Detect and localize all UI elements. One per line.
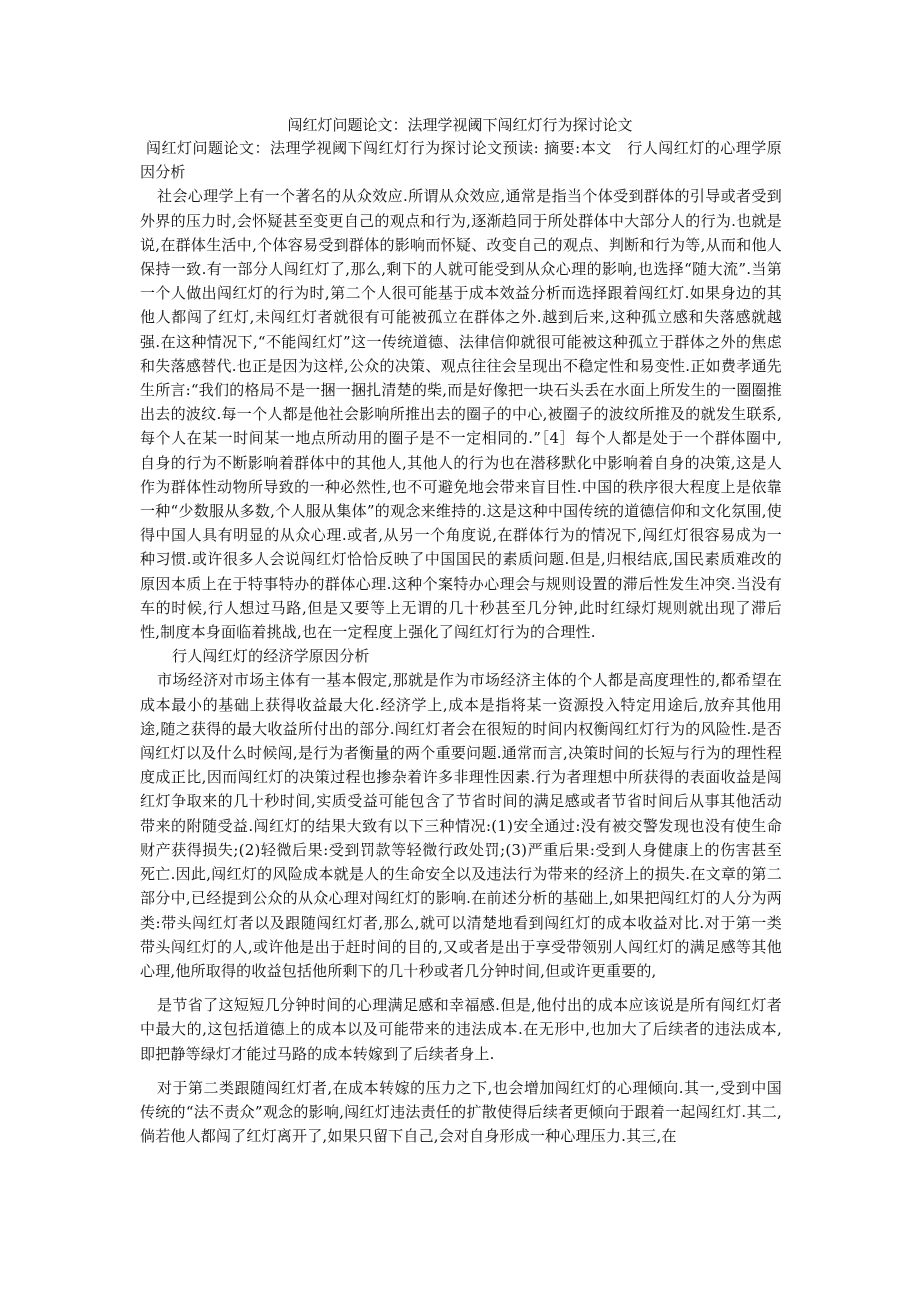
paragraph-conformity-effect: 社会心理学上有一个著名的从众效应.所谓从众效应,通常是指当个体受到群体的引导或者受到外界的压力时,会怀疑甚至变更自己的观点和行为,逐渐趋同于所处群体中大部分人的行为.也就是说,在群体生活中,个体容易受到群体的影响而怀疑、改变自己的观点、判断和行为等,从而和他人保持一致.有一部分人闯红灯了,那么,剩下的人就可能受到从众心理的影响,也选择“随大流”.当第一个人做出闯红灯的行为时,第二个人很可能基于成本效益分析而选择跟着闯红灯.如果身边的其他人都闯了红灯,未闯红灯者就很有可能被孤立在群体之外.越到后来,这种孤立感和失落感就越强.在这种情况下,“不能闯红灯”这一传统道德、法律信仰就很可能被这种孤立于群体之外的焦虑和失落感替代.也正是因为这样,公众的决策、观点往往会呈现出不稳定性和易变性.正如费孝通先生所言:“我们的格局不是一捆一捆扎清楚的柴,而是好像把一块石头丢在水面上所发生的一圈圈推出去的波纹.每一个人都是他社会影响所推出去的圈子的中心,被圈子的波纹所推及的就发生联系,每个人在某一时间某一地点所动用的圈子是不一定相同的.”［4］每个人都是处于一个群体圈中,自身的行为不断影响着群体中的其他人,其他人的行为也在潜移默化中影响着自身的决策,这是人作为群体性动物所导致的一种必然性,也不可避免地会带来盲目性.中国的秩序很大程度上是依靠一种“少数服从多数,个人服从集体”的观念来维持的.这是这种中国传统的道德信仰和文化氛围,使得中国人具有明显的从众心理.或者,从另一个角度说,在群体行为的情况下,闯红灯很容易成为一种习惯.或许很多人会说闯红灯恰恰反映了中国国民的素质问题.但是,归根结底,国民素质难改的原因本质上在于特事特办的群体心理.这种个案特办心理会与规则设置的滞后性发生冲突.当没有车的时候,行人想过马路,但是又要等上无谓的几十秒甚至几分钟,此时红绿灯规则就出现了滞后性,制度本身面临着挑战,也在一定程度上强化了闯红灯行为的合理性. — [140, 187, 782, 642]
document-body — [140, 136, 782, 1148]
paragraph-leader-cost: 是节省了这短短几分钟时间的心理满足感和幸福感.但是,他付出的成本应该说是所有闯红灯者中最大的,这包括道德上的成本以及可能带来的违法成本.在无形中,也加大了后续者的违法成本,即把静等绿灯才能过马路的成本转嫁到了后续者身上. — [140, 996, 782, 1063]
intro-paragraph: 闯红灯问题论文：法理学视阈下闯红灯行为探讨论文预读: 摘要:本文 行人闯红灯的心理学原因分析 — [140, 139, 782, 182]
paragraph-economic-analysis: 市场经济对市场主体有一基本假定,那就是作为市场经济主体的个人都是高度理性的,都希望在成本最小的基础上获得收益最大化.经济学上,成本是指将某一资源投入特定用途后,放弃其他用途,随之获得的最大收益所付出的部分.闯红灯者会在很短的时间内权衡闯红灯行为的风险性.是否闯红灯以及什么时候闯,是行为者衡量的两个重要问题.通常而言,决策时间的长短与行为的理性程度成正比,因而闯红灯的决策过程也掺杂着许多非理性因素.行为者理想中所获得的表面收益是闯红灯争取来的几十秒时间,实质受益可能包含了节省时间的满足感或者节省时间后从事其他活动带来的附随受益.闯红灯的结果大致有以下三种情况:(1)安全通过:没有被交警发现也没有使生命财产获得损失;(2)轻微后果:受到罚款等轻微行政处罚;(3)严重后果:受到人身健康上的伤害甚至死亡.因此,闯红灯的风险成本就是人的生命安全以及违法行为带来的经济上的损失.在文章的第二部分中,已经提到公众的从众心理对闯红灯的影响.在前述分析的基础上,如果把闯红灯的人分为两类:带头闯红灯者以及跟随闯红灯者,那么,就可以清楚地看到闯红灯的成本收益对比.对于第一类带头闯红灯的人,或许他是出于赶时间的目的,又或者是出于享受带领别人闯红灯的满足感等其他心理,他所取得的收益包括他所剩下的几十秒或者几分钟时间,但或许更重要的, — [140, 671, 782, 980]
document-title: 闯红灯问题论文：法理学视阈下闯红灯行为探讨论文 — [287, 116, 633, 134]
paragraph-follower-cost: 对于第二类跟随闯红灯者,在成本转嫁的压力之下,也会增加闯红灯的心理倾向.其一,受到中国传统的“法不责众”观念的影响,闯红灯违法责任的扩散使得后续者更倾向于跟着一起闯红灯.其二,倘若他人都闯了红灯离开了,如果只留下自己,会对自身形成一种心理压力.其三,在 — [140, 1078, 782, 1146]
section-heading-economics: 行人闯红灯的经济学原因分析 — [172, 647, 370, 666]
